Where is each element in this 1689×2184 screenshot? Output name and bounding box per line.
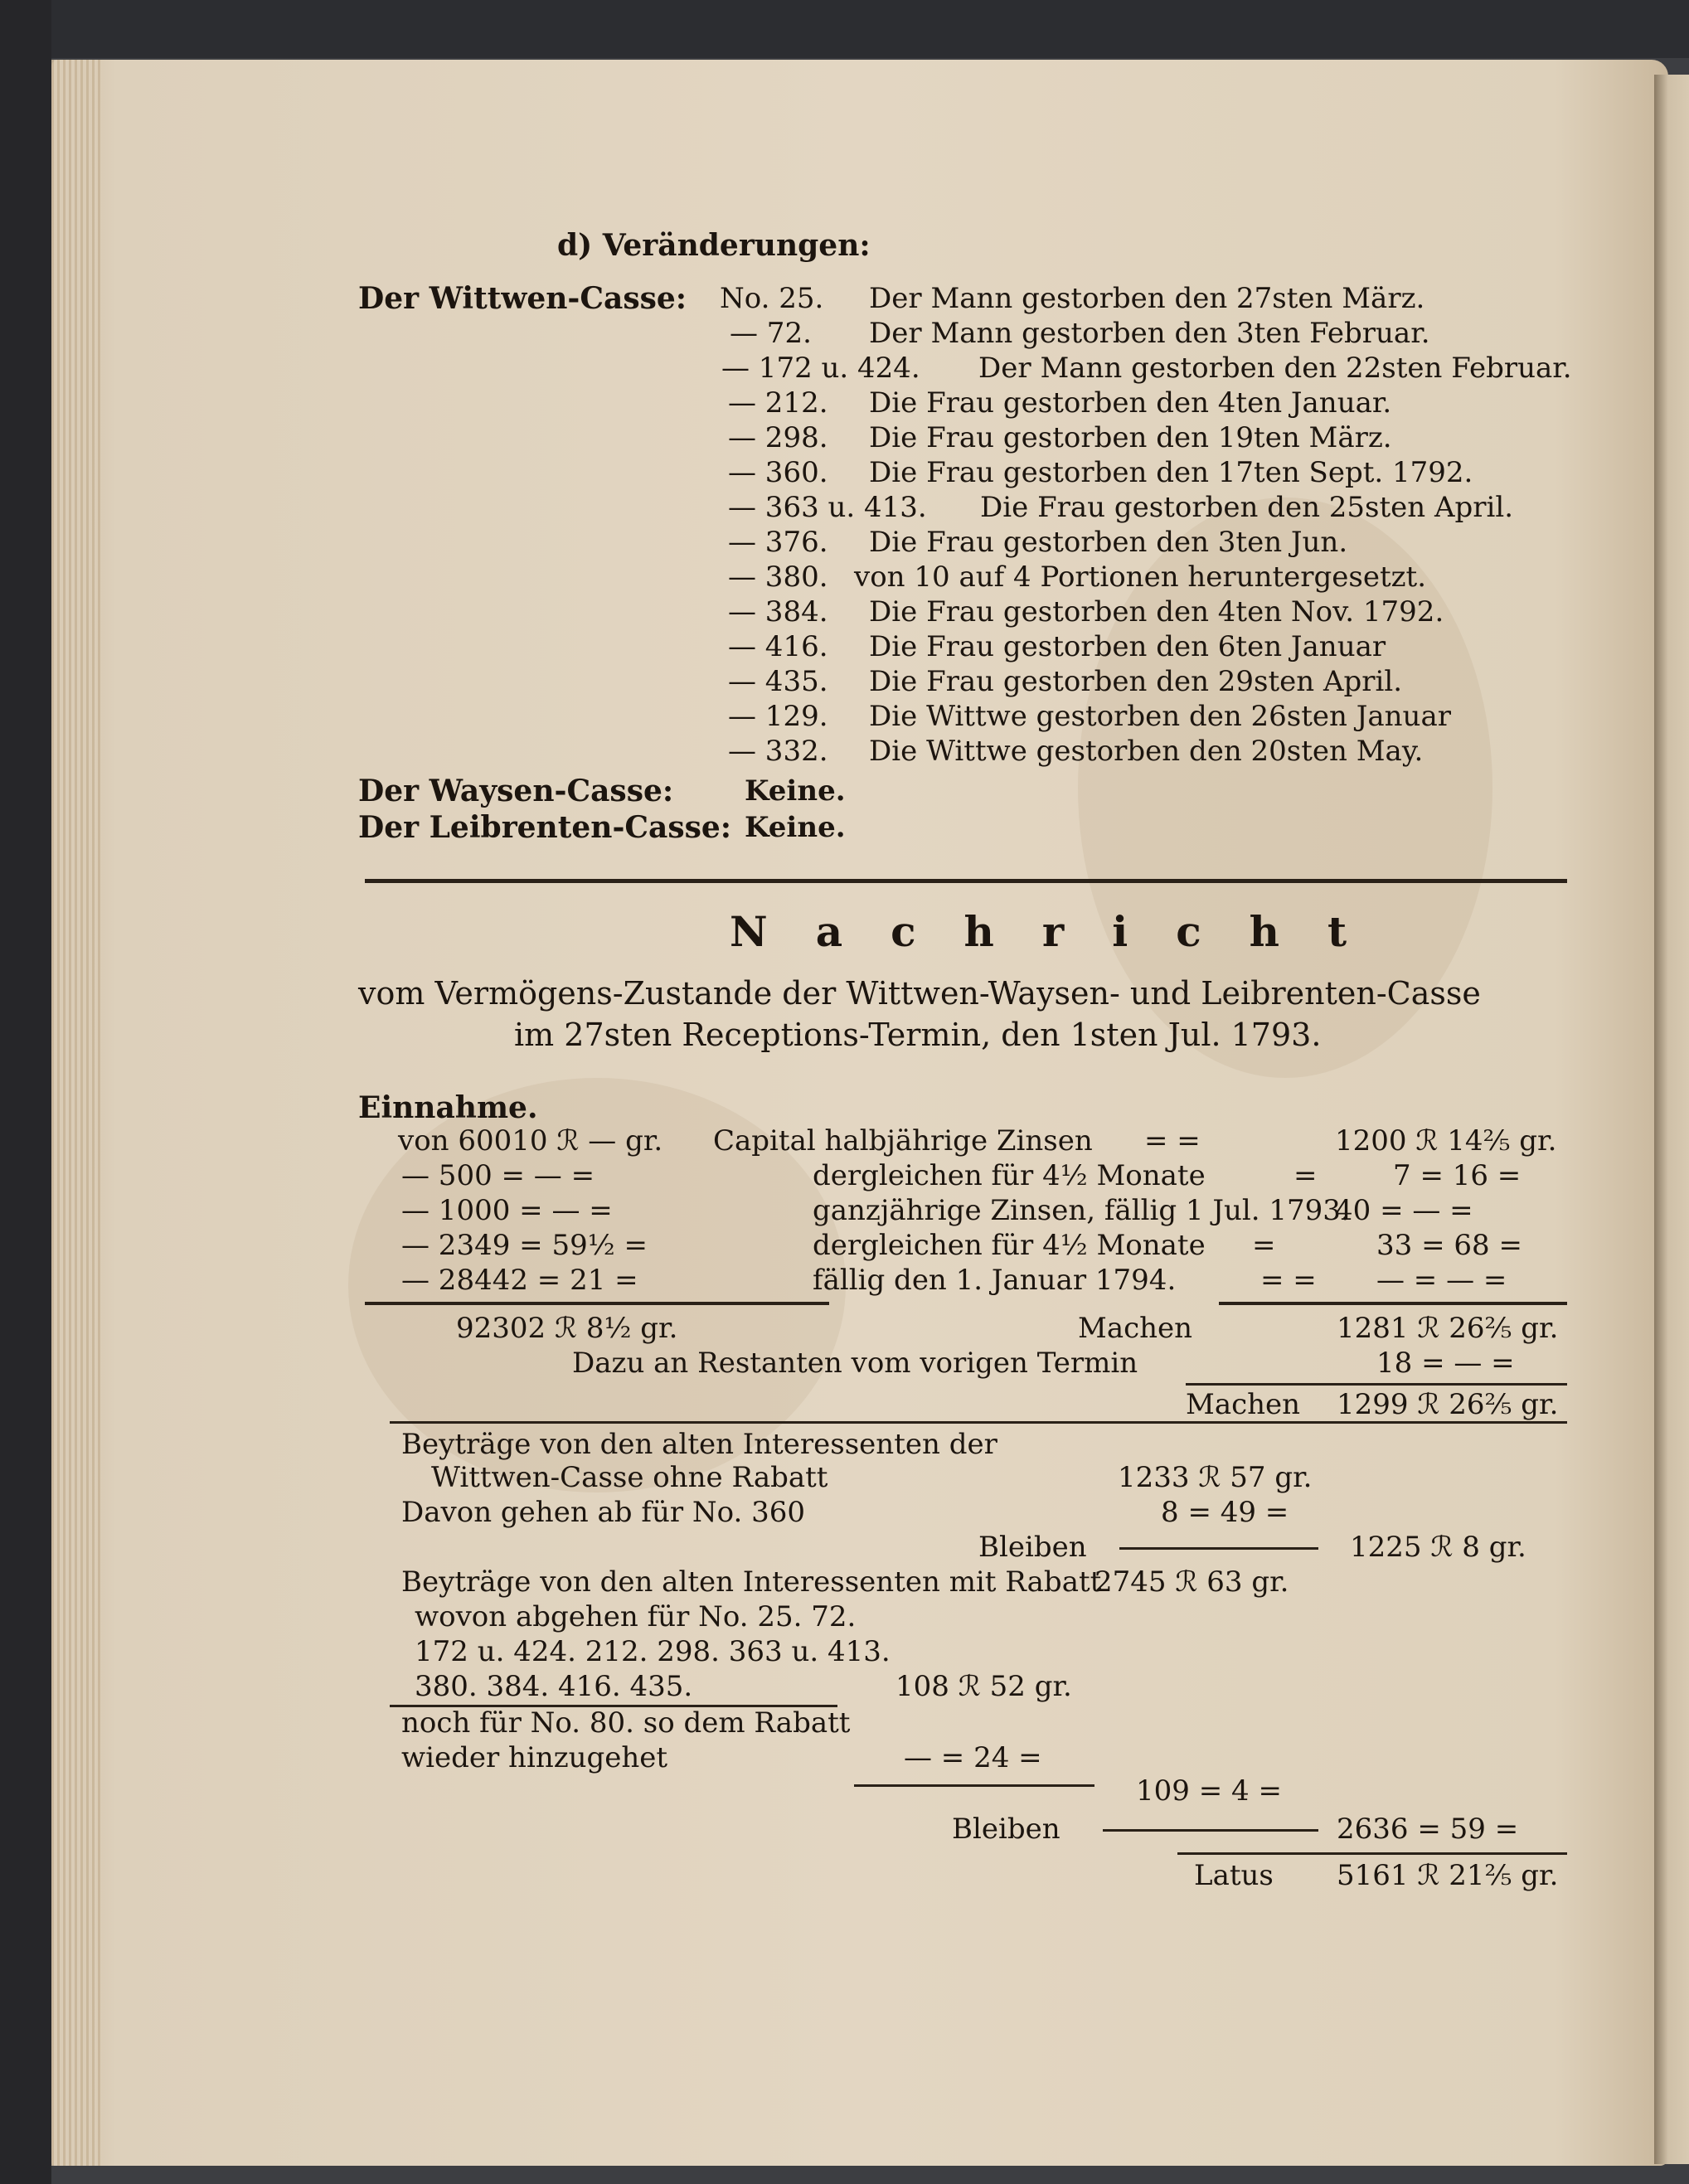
- einnahme-desc: fällig den 1. Januar 1794.: [813, 1264, 1177, 1297]
- beitraege-value: 1233 ℛ 57 gr.: [1118, 1461, 1313, 1494]
- machen-label: Machen: [1078, 1312, 1193, 1345]
- einnahme-desc: Capital halbjährige Zinsen: [713, 1124, 1093, 1158]
- bleiben-value: 2636 = 59 =: [1337, 1813, 1519, 1846]
- beitraege2-value: 2745 ℛ 63 gr.: [1094, 1565, 1289, 1599]
- change-no: — 376.: [728, 526, 828, 559]
- divider-rule: [365, 879, 1567, 883]
- einnahme-capital: — 500 = — =: [401, 1159, 595, 1192]
- sum-value: 109 = 4 =: [1136, 1774, 1282, 1808]
- nachricht-line2: im 27sten Receptions-Termin, den 1sten Jul. 1793.: [514, 1017, 1322, 1053]
- change-text: Die Frau gestorben den 25sten April.: [980, 491, 1514, 524]
- nachricht-title: Nachricht: [730, 907, 1395, 956]
- einnahme-desc: dergleichen für 4½ Monate: [813, 1229, 1206, 1262]
- change-text: Der Mann gestorben den 3ten Februar.: [869, 317, 1430, 350]
- einnahme-capital: — 1000 = — =: [401, 1194, 613, 1227]
- machen-value: 1281 ℛ 26⅖ gr.: [1337, 1312, 1559, 1345]
- einnahme-amount: 7 = 16 =: [1393, 1159, 1522, 1192]
- einnahme-amount: — = — =: [1376, 1264, 1507, 1297]
- dash-rule: [1119, 1547, 1318, 1550]
- change-no: — 363 u. 413.: [728, 491, 927, 524]
- total-capital: 92302 ℛ 8½ gr.: [456, 1312, 678, 1345]
- noch-value: — = 24 =: [904, 1741, 1042, 1774]
- change-text: Die Frau gestorben den 6ten Januar: [869, 630, 1386, 663]
- change-text: Die Frau gestorben den 4ten Januar.: [869, 386, 1392, 420]
- noch-label: noch für No. 80. so dem Rabatt: [401, 1706, 851, 1740]
- change-text: Die Wittwe gestorben den 20sten May.: [869, 735, 1424, 768]
- top-board: [0, 0, 1689, 58]
- nachricht-line1: vom Vermögens-Zustande der Wittwen-Waysen- und Leibrenten-Casse: [358, 975, 1481, 1012]
- machen-label: Machen: [1186, 1388, 1301, 1421]
- change-text: Der Mann gestorben den 27sten März.: [869, 282, 1425, 315]
- einnahme-marks: =: [1293, 1159, 1318, 1192]
- einnahme-heading: Einnahme.: [358, 1090, 538, 1125]
- change-text: Die Wittwe gestorben den 26sten Januar: [869, 700, 1451, 733]
- einnahme-capital: — 28442 = 21 =: [401, 1264, 638, 1297]
- davon-label: Davon gehen ab für No. 360: [401, 1496, 806, 1529]
- change-no: — 380.: [728, 561, 828, 594]
- change-text: Die Frau gestorben den 4ten Nov. 1792.: [869, 595, 1444, 629]
- change-no: — 72.: [730, 317, 812, 350]
- latus-label: Latus: [1194, 1859, 1274, 1892]
- facing-page-edge: [1654, 75, 1689, 2164]
- left-edge: [0, 0, 51, 2184]
- wovon-label: 172 u. 424. 212. 298. 363 u. 413.: [415, 1635, 891, 1668]
- change-no: — 212.: [728, 386, 828, 420]
- change-no: — 129.: [728, 700, 828, 733]
- change-text: Die Frau gestorben den 29sten April.: [869, 665, 1403, 698]
- change-text: Die Frau gestorben den 3ten Jun.: [869, 526, 1348, 559]
- divider-rule: [390, 1421, 1567, 1424]
- change-no: — 435.: [728, 665, 828, 698]
- restanten-label: Dazu an Restanten vom vorigen Termin: [572, 1347, 1138, 1380]
- sum-rule: [1219, 1302, 1567, 1305]
- orphans-fund-value: Keine.: [745, 774, 846, 808]
- change-text: Der Mann gestorben den 22sten Februar.: [978, 352, 1572, 385]
- einnahme-amount: 1200 ℛ 14⅖ gr.: [1335, 1124, 1557, 1158]
- change-text: von 10 auf 4 Portionen heruntergesetzt.: [854, 561, 1427, 594]
- annuity-fund-value: Keine.: [745, 811, 846, 844]
- einnahme-marks: = =: [1144, 1124, 1201, 1158]
- change-no: — 298.: [728, 421, 828, 454]
- sum-rule: [854, 1784, 1094, 1787]
- bleiben-label: Bleiben: [978, 1531, 1087, 1564]
- einnahme-capital: — 2349 = 59½ =: [401, 1229, 648, 1262]
- noch-label: wieder hinzugehet: [401, 1741, 668, 1774]
- latus-value: 5161 ℛ 21⅖ gr.: [1337, 1859, 1559, 1892]
- change-text: Die Frau gestorben den 19ten März.: [869, 421, 1392, 454]
- einnahme-amount: 33 = 68 =: [1376, 1229, 1522, 1262]
- section-title: d) Veränderungen:: [557, 228, 871, 263]
- beitraege2-label: Beyträge von den alten Interessenten mit Rabatt: [401, 1565, 1102, 1599]
- change-no: No. 25.: [720, 282, 824, 315]
- einnahme-amount: 40 = — =: [1335, 1194, 1473, 1227]
- einnahme-desc: dergleichen für 4½ Monate: [813, 1159, 1206, 1192]
- davon-value: 8 = 49 =: [1161, 1496, 1289, 1529]
- einnahme-marks: =: [1252, 1229, 1276, 1262]
- change-no: — 416.: [728, 630, 828, 663]
- change-no: — 332.: [728, 735, 828, 768]
- dash-rule: [1103, 1829, 1318, 1832]
- einnahme-marks: = =: [1260, 1264, 1317, 1297]
- change-no: — 384.: [728, 595, 828, 629]
- wovon-label: 380. 384. 416. 435.: [415, 1670, 693, 1703]
- page-edges: [51, 60, 101, 2166]
- change-no: — 172 u. 424.: [721, 352, 920, 385]
- machen-value: 1299 ℛ 26⅖ gr.: [1337, 1388, 1559, 1421]
- restanten-value: 18 = — =: [1376, 1347, 1515, 1380]
- label-widows-fund: Der Wittwen-Casse:: [358, 281, 687, 316]
- wovon-value: 108 ℛ 52 gr.: [895, 1670, 1072, 1703]
- einnahme-desc: ganzjährige Zinsen, fällig 1 Jul. 1793.: [813, 1194, 1350, 1227]
- label-annuity-fund: Der Leibrenten-Casse:: [358, 810, 732, 845]
- sum-rule: [1186, 1383, 1567, 1386]
- bleiben-value: 1225 ℛ 8 gr.: [1350, 1531, 1526, 1564]
- sum-rule: [1177, 1852, 1567, 1855]
- beitraege-label: Beyträge von den alten Interessenten der: [401, 1428, 997, 1461]
- wovon-label: wovon abgehen für No. 25. 72.: [415, 1600, 857, 1633]
- bleiben-label: Bleiben: [952, 1813, 1060, 1846]
- beitraege-label: Wittwen-Casse ohne Rabatt: [431, 1461, 828, 1494]
- einnahme-capital: von 60010 ℛ — gr.: [398, 1124, 663, 1158]
- label-orphans-fund: Der Waysen-Casse:: [358, 774, 674, 808]
- sum-rule: [365, 1302, 829, 1305]
- change-text: Die Frau gestorben den 17ten Sept. 1792.: [869, 456, 1473, 489]
- change-no: — 360.: [728, 456, 828, 489]
